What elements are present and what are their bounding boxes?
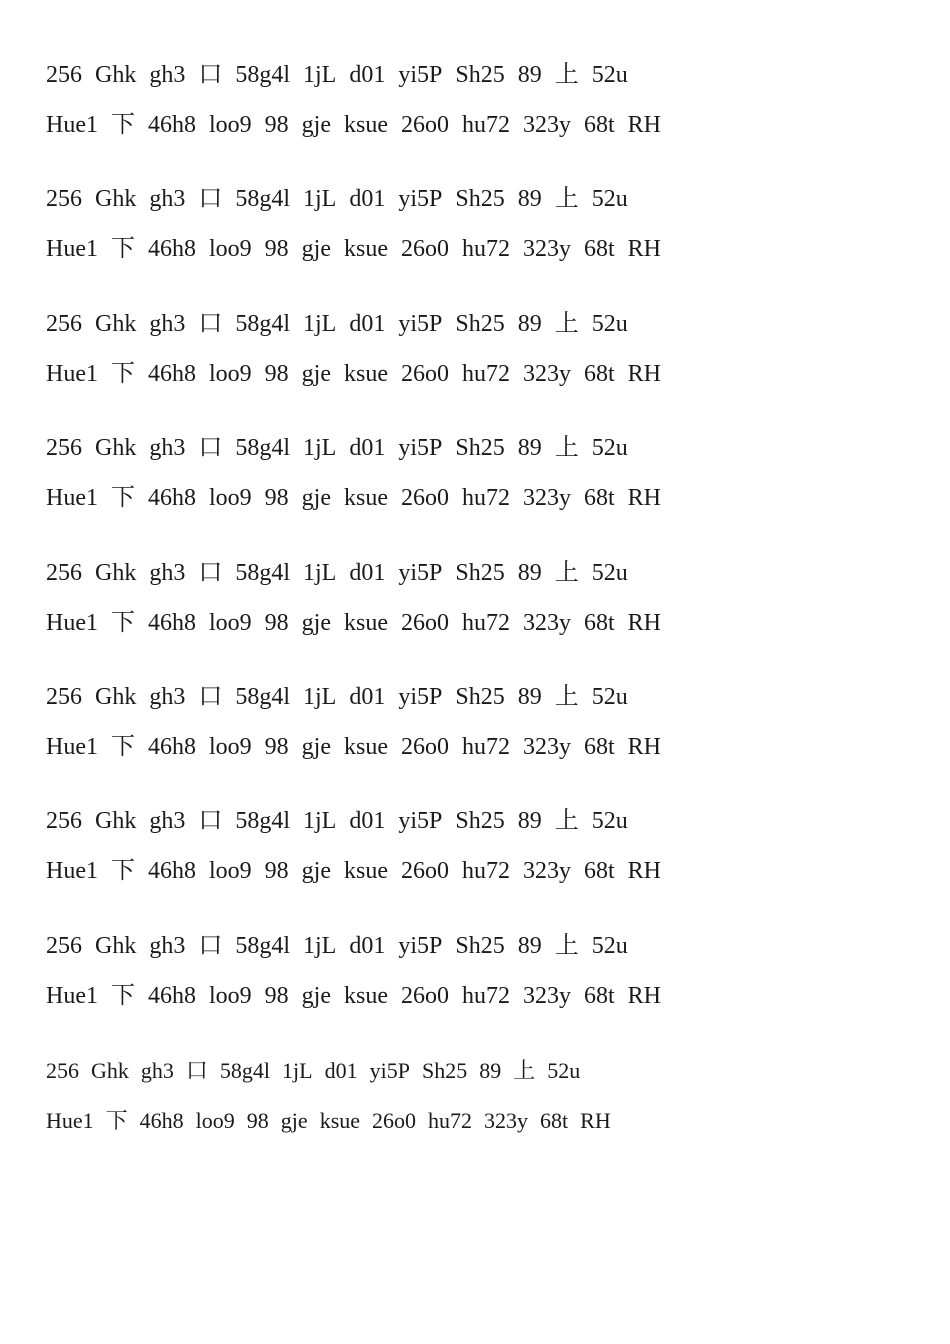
word: ksue	[319, 1108, 361, 1133]
word: 256	[46, 560, 82, 586]
word: Hue1	[46, 858, 98, 884]
word: RH	[627, 361, 661, 387]
word: 323y	[522, 236, 571, 262]
word: 口	[198, 560, 223, 586]
word: 98	[264, 610, 289, 636]
word: Hue1	[46, 734, 98, 760]
word: 68t	[540, 1108, 569, 1133]
text-line	[46, 234, 661, 264]
text-line	[46, 184, 628, 214]
word: 下	[110, 734, 135, 760]
word: 98	[264, 112, 289, 138]
word: 58g4l	[235, 186, 291, 212]
word: loo9	[208, 236, 252, 262]
word: loo9	[208, 983, 252, 1009]
word: gh3	[149, 186, 186, 212]
word: 下	[110, 485, 135, 511]
word: 1jL	[303, 435, 337, 461]
text-line	[46, 682, 628, 712]
word: gje	[301, 236, 331, 262]
word: 98	[264, 361, 289, 387]
word: Sh25	[455, 933, 505, 959]
word: 46h8	[147, 858, 196, 884]
word: loo9	[208, 112, 252, 138]
word: 上	[513, 1058, 536, 1083]
word: 52u	[591, 311, 628, 337]
word: 52u	[591, 560, 628, 586]
word: gh3	[149, 311, 186, 337]
word: d01	[349, 186, 386, 212]
word: 26o0	[400, 983, 449, 1009]
word: Sh25	[455, 311, 505, 337]
word: 1jL	[303, 560, 337, 586]
word: 58g4l	[235, 311, 291, 337]
word: 52u	[547, 1058, 581, 1083]
word: 256	[46, 435, 82, 461]
word: 46h8	[147, 361, 196, 387]
word: gh3	[149, 933, 186, 959]
word: d01	[349, 933, 386, 959]
word: Sh25	[421, 1058, 468, 1083]
word: 上	[554, 311, 579, 337]
word: 68t	[583, 485, 615, 511]
word: 1jL	[303, 186, 337, 212]
word: 256	[46, 933, 82, 959]
word: yi5P	[398, 560, 443, 586]
word: d01	[349, 311, 386, 337]
word: 1jL	[303, 933, 337, 959]
text-line	[46, 110, 661, 140]
word: ksue	[343, 236, 388, 262]
text-line	[46, 1106, 611, 1136]
word: 52u	[591, 186, 628, 212]
word: 89	[517, 311, 542, 337]
word: 58g4l	[235, 933, 291, 959]
word: RH	[627, 485, 661, 511]
word: hu72	[461, 610, 510, 636]
word: 口	[198, 933, 223, 959]
word: gje	[301, 858, 331, 884]
word: 98	[264, 734, 289, 760]
word: loo9	[195, 1108, 235, 1133]
text-line	[46, 359, 661, 389]
word: gje	[301, 983, 331, 1009]
word: Hue1	[46, 1108, 94, 1133]
word: gh3	[149, 435, 186, 461]
word: RH	[627, 112, 661, 138]
word: ksue	[343, 983, 388, 1009]
text-line	[46, 483, 661, 513]
word: 上	[554, 684, 579, 710]
word: RH	[627, 734, 661, 760]
word: 口	[198, 311, 223, 337]
word: d01	[324, 1058, 358, 1083]
word: gh3	[149, 808, 186, 834]
text-line	[46, 433, 628, 463]
word: Ghk	[95, 186, 137, 212]
word: 89	[517, 186, 542, 212]
word: 256	[46, 62, 82, 88]
word: 下	[105, 1108, 128, 1133]
text-line	[46, 60, 628, 90]
word: 上	[554, 808, 579, 834]
word: 256	[46, 684, 82, 710]
word: 下	[110, 610, 135, 636]
word: Ghk	[95, 933, 137, 959]
word: 68t	[583, 858, 615, 884]
word: loo9	[208, 734, 252, 760]
word: Sh25	[455, 560, 505, 586]
word: Sh25	[455, 808, 505, 834]
word: Ghk	[95, 62, 137, 88]
word: Sh25	[455, 435, 505, 461]
word: hu72	[461, 485, 510, 511]
word: Hue1	[46, 112, 98, 138]
word: 98	[264, 485, 289, 511]
word: d01	[349, 435, 386, 461]
word: 52u	[591, 808, 628, 834]
word: RH	[627, 858, 661, 884]
word: gje	[301, 610, 331, 636]
word: ksue	[343, 485, 388, 511]
word: gje	[301, 734, 331, 760]
word: Ghk	[95, 435, 137, 461]
word: 下	[110, 112, 135, 138]
word: 26o0	[400, 361, 449, 387]
word: ksue	[343, 734, 388, 760]
word: Sh25	[455, 186, 505, 212]
word: 1jL	[303, 684, 337, 710]
word: 1jL	[303, 311, 337, 337]
word: 上	[554, 435, 579, 461]
word: Hue1	[46, 983, 98, 1009]
word: Sh25	[455, 62, 505, 88]
word: 口	[185, 1058, 208, 1083]
word: 46h8	[147, 112, 196, 138]
word: gh3	[149, 560, 186, 586]
word: gje	[301, 112, 331, 138]
text-line	[46, 1056, 580, 1086]
word: 上	[554, 62, 579, 88]
word: 1jL	[303, 62, 337, 88]
text-line	[46, 309, 628, 339]
word: RH	[627, 610, 661, 636]
word: 58g4l	[235, 684, 291, 710]
word: 口	[198, 435, 223, 461]
word: loo9	[208, 858, 252, 884]
word: 323y	[522, 112, 571, 138]
word: 26o0	[400, 236, 449, 262]
word: 52u	[591, 933, 628, 959]
word: yi5P	[398, 684, 443, 710]
text-line	[46, 732, 661, 762]
word: 256	[46, 186, 82, 212]
word: 68t	[583, 983, 615, 1009]
word: yi5P	[398, 186, 443, 212]
word: 口	[198, 684, 223, 710]
word: 89	[517, 62, 542, 88]
word: loo9	[208, 485, 252, 511]
word: 98	[264, 236, 289, 262]
word: Ghk	[95, 311, 137, 337]
text-line	[46, 558, 628, 588]
word: yi5P	[398, 808, 443, 834]
word: 58g4l	[219, 1058, 271, 1083]
word: 上	[554, 186, 579, 212]
word: Ghk	[95, 684, 137, 710]
word: 256	[46, 311, 82, 337]
word: gh3	[149, 62, 186, 88]
word: gh3	[140, 1058, 174, 1083]
word: Hue1	[46, 236, 98, 262]
word: 46h8	[147, 983, 196, 1009]
word: gje	[280, 1108, 308, 1133]
word: gje	[301, 485, 331, 511]
text-line	[46, 856, 661, 886]
word: yi5P	[398, 311, 443, 337]
word: hu72	[461, 112, 510, 138]
word: RH	[627, 236, 661, 262]
word: 口	[198, 808, 223, 834]
word: 下	[110, 236, 135, 262]
word: gje	[301, 361, 331, 387]
word: Hue1	[46, 361, 98, 387]
word: 89	[479, 1058, 502, 1083]
word: ksue	[343, 361, 388, 387]
word: hu72	[461, 858, 510, 884]
word: ksue	[343, 858, 388, 884]
word: 89	[517, 560, 542, 586]
text-line	[46, 981, 661, 1011]
word: 68t	[583, 236, 615, 262]
word: hu72	[461, 361, 510, 387]
word: 58g4l	[235, 62, 291, 88]
word: 1jL	[282, 1058, 313, 1083]
word: 58g4l	[235, 560, 291, 586]
word: 46h8	[139, 1108, 184, 1133]
word: d01	[349, 62, 386, 88]
word: 上	[554, 560, 579, 586]
word: 89	[517, 684, 542, 710]
word: 46h8	[147, 236, 196, 262]
text-line	[46, 608, 661, 638]
word: Hue1	[46, 610, 98, 636]
text-line	[46, 806, 628, 836]
word: yi5P	[398, 62, 443, 88]
word: Ghk	[91, 1058, 129, 1083]
word: 323y	[522, 485, 571, 511]
word: 26o0	[372, 1108, 417, 1133]
word: 46h8	[147, 485, 196, 511]
word: ksue	[343, 112, 388, 138]
word: loo9	[208, 610, 252, 636]
word: yi5P	[369, 1058, 410, 1083]
word: 323y	[484, 1108, 529, 1133]
word: 46h8	[147, 734, 196, 760]
word: hu72	[461, 236, 510, 262]
word: RH	[580, 1108, 611, 1133]
word: 口	[198, 186, 223, 212]
word: 26o0	[400, 858, 449, 884]
word: 323y	[522, 858, 571, 884]
word: Hue1	[46, 485, 98, 511]
word: hu72	[461, 734, 510, 760]
word: 68t	[583, 361, 615, 387]
word: 98	[264, 983, 289, 1009]
word: 89	[517, 435, 542, 461]
word: d01	[349, 684, 386, 710]
word: yi5P	[398, 435, 443, 461]
word: 下	[110, 361, 135, 387]
word: 下	[110, 858, 135, 884]
word: 98	[246, 1108, 269, 1133]
word: ksue	[343, 610, 388, 636]
word: Ghk	[95, 808, 137, 834]
word: 1jL	[303, 808, 337, 834]
word: Ghk	[95, 560, 137, 586]
word: 256	[46, 808, 82, 834]
word: gh3	[149, 684, 186, 710]
word: Sh25	[455, 684, 505, 710]
word: 323y	[522, 734, 571, 760]
word: 52u	[591, 435, 628, 461]
word: 323y	[522, 361, 571, 387]
word: 口	[198, 62, 223, 88]
word: d01	[349, 808, 386, 834]
word: loo9	[208, 361, 252, 387]
word: 323y	[522, 983, 571, 1009]
word: 52u	[591, 684, 628, 710]
word: 下	[110, 983, 135, 1009]
word: 89	[517, 933, 542, 959]
word: yi5P	[398, 933, 443, 959]
word: 68t	[583, 610, 615, 636]
word: hu72	[428, 1108, 473, 1133]
word: 52u	[591, 62, 628, 88]
word: 26o0	[400, 485, 449, 511]
word: 上	[554, 933, 579, 959]
word: 323y	[522, 610, 571, 636]
word: 58g4l	[235, 435, 291, 461]
word: 26o0	[400, 610, 449, 636]
word: 89	[517, 808, 542, 834]
word: 58g4l	[235, 808, 291, 834]
word: 256	[46, 1058, 79, 1083]
word: 98	[264, 858, 289, 884]
word: 68t	[583, 112, 615, 138]
word: 46h8	[147, 610, 196, 636]
word: 26o0	[400, 112, 449, 138]
word: d01	[349, 560, 386, 586]
word: RH	[627, 983, 661, 1009]
text-line	[46, 931, 628, 961]
word: 26o0	[400, 734, 449, 760]
word: hu72	[461, 983, 510, 1009]
word: 68t	[583, 734, 615, 760]
